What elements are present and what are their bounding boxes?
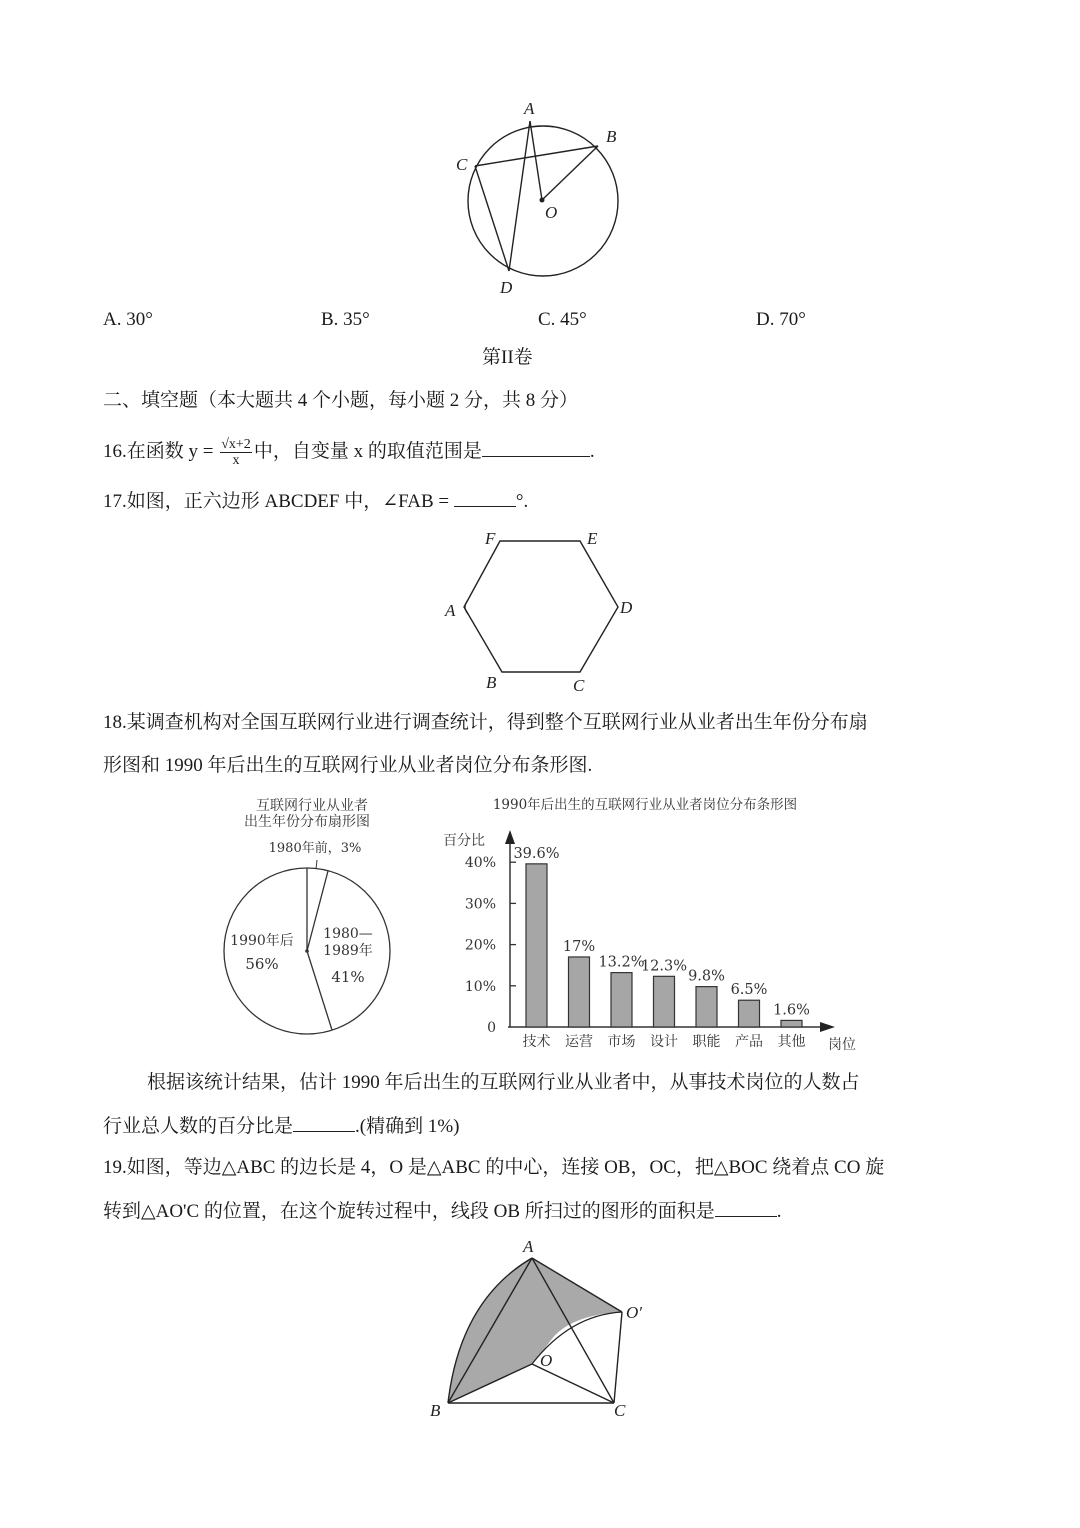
label-c: C (614, 1401, 626, 1420)
q16-answer-blank[interactable] (482, 438, 590, 457)
x-category-label: 运营 (565, 1034, 593, 1050)
label-c: C (456, 155, 468, 174)
q16-numerator: √x+2 (221, 437, 251, 452)
q16-suffix: 中，自变量 x 的取值范围是 (253, 440, 482, 462)
q17-end: °. (515, 491, 529, 512)
q17-answer-blank[interactable] (454, 488, 516, 507)
y-tick-label: 30% (464, 896, 496, 913)
q18-prompt-prefix: 行业总人数的百分比是 (103, 1116, 294, 1137)
q18-answer-blank[interactable] (293, 1113, 355, 1132)
pie-pct-after1990: 56% (245, 955, 279, 973)
q15-circle-figure (440, 90, 640, 300)
bar-value-label: 13.2% (598, 954, 645, 971)
x-category-label: 市场 (607, 1034, 636, 1050)
label-b: B (486, 673, 497, 692)
q17-hexagon-figure (430, 520, 650, 700)
bar-1 (569, 957, 590, 1027)
question-19-line2 (103, 1198, 782, 1225)
label-b: B (606, 127, 617, 146)
pie-title-line1: 互联网行业从业者 (256, 798, 368, 814)
q19-answer-blank[interactable] (715, 1198, 777, 1217)
q17-text: 17.如图，正六边形 ABCDEF 中，∠FAB = (103, 491, 454, 512)
question-18-prompt-line1: 根据该统计结果，估计 1990 年后出生的互联网行业从业者中，从事技术岗位的人数占 (147, 1072, 860, 1093)
q18-prompt-suffix: .(精确到 1%) (355, 1116, 460, 1137)
label-b: B (430, 1401, 441, 1420)
label-a: A (445, 601, 456, 620)
label-c: C (573, 676, 585, 695)
question-19-line1: 19.如图，等边△ABC 的边长是 4，O 是△ABC 的中心，连接 OB，OC，把△BOC 绕着点 CO 旋 (103, 1157, 885, 1178)
bar-value-label: 17% (562, 938, 596, 955)
question-18-line2: 形图和 1990 年后出生的互联网行业从业者岗位分布条形图. (103, 755, 593, 776)
bar-title: 1990年后出生的互联网行业从业者岗位分布条形图 (492, 797, 798, 813)
label-d: D (500, 278, 513, 297)
q19-rotation-figure (420, 1230, 660, 1430)
y-axis-label: 百分比 (443, 833, 485, 849)
volume-title: 第II卷 (482, 347, 533, 368)
question-18-prompt-line2 (103, 1113, 460, 1140)
bar-value-label: 1.6% (773, 1002, 810, 1019)
pie-label-before1980: 1980年前，3% (268, 841, 362, 856)
section-heading: 二、填空题（本大题共 4 个小题，每小题 2 分，共 8 分） (103, 390, 579, 411)
label-a: A (523, 1237, 534, 1256)
q16-denominator: x (232, 453, 240, 468)
bar-3 (654, 976, 675, 1027)
bars (513, 846, 809, 1050)
y-tick-label: 0 (487, 1020, 496, 1036)
question-16 (103, 437, 595, 468)
label-o: O (545, 203, 558, 222)
question-17 (103, 488, 528, 515)
bar-chart (430, 790, 880, 1060)
option-b[interactable]: B. 35° (321, 309, 370, 330)
option-a[interactable]: A. 30° (103, 309, 153, 330)
pie-label-after1990: 1990年后 (230, 933, 294, 949)
x-category-label: 技术 (522, 1034, 551, 1050)
bar-value-label: 9.8% (688, 968, 725, 985)
y-ticks (465, 855, 516, 1036)
bar-5 (739, 1000, 760, 1027)
y-tick-label: 20% (464, 937, 496, 954)
bar-0 (526, 864, 547, 1027)
bar-2 (611, 973, 632, 1027)
question-18-line1: 18.某调查机构对全国互联网行业进行调查统计，得到整个互联网行业从业者出生年份分布扇 (103, 712, 868, 733)
bar-value-label: 39.6% (513, 845, 560, 862)
option-c[interactable]: C. 45° (538, 309, 587, 330)
label-f: F (485, 529, 496, 548)
q16-prefix: 16.在函数 y = (103, 440, 219, 462)
bar-4 (696, 987, 717, 1027)
label-a: A (524, 99, 535, 118)
label-d: D (620, 598, 633, 617)
option-d[interactable]: D. 70° (756, 309, 806, 330)
bar-6 (781, 1020, 802, 1027)
bar-value-label: 6.5% (730, 982, 768, 999)
pie-label-mid1: 1980— (323, 926, 373, 942)
q19-prefix: 转到△AO'C 的位置，在这个旋转过程中，线段 OB 所扫过的图形的面积是 (103, 1201, 715, 1222)
x-axis-label: 岗位 (828, 1037, 856, 1053)
x-category-label: 职能 (692, 1034, 721, 1050)
pie-label-mid2: 1989年 (323, 943, 373, 959)
pie-chart (210, 790, 420, 1040)
q16-fraction (220, 437, 252, 468)
y-tick-label: 10% (464, 978, 496, 995)
pie-pct-mid: 41% (331, 968, 365, 986)
label-o: O (540, 1351, 553, 1370)
q19-period: . (776, 1201, 782, 1222)
x-category-label: 其他 (777, 1034, 806, 1050)
pie-title-line2: 出生年份分布扇形图 (244, 814, 370, 830)
bar-value-label: 12.3% (640, 958, 688, 975)
q16-period: . (589, 440, 595, 462)
label-o-prime: O′ (626, 1303, 642, 1322)
y-tick-label: 40% (464, 855, 496, 872)
label-e: E (587, 529, 598, 548)
x-category-label: 设计 (650, 1034, 678, 1050)
x-category-label: 产品 (735, 1034, 763, 1050)
